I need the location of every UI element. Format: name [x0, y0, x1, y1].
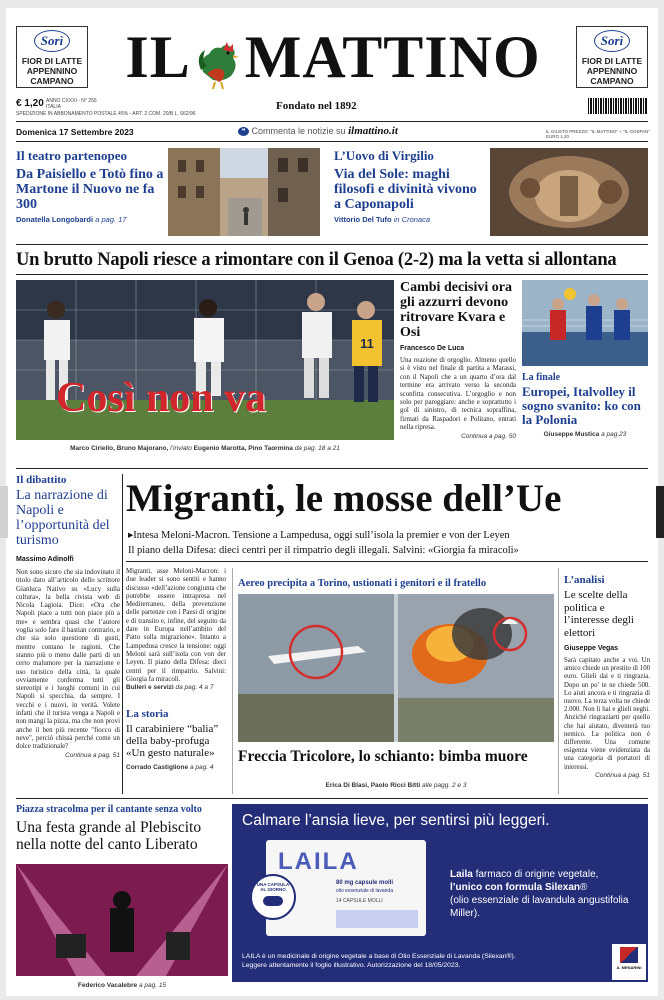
prev-page-arrow-icon[interactable] [0, 486, 8, 538]
crash-byline: Erica Di Blasi, Paolo Ricci Bitti alle pagg. 2 e 3 [325, 782, 467, 789]
price: € 1,20 [16, 98, 44, 109]
concert-byline: Federico Vacalebre a pag. 15 [77, 982, 167, 989]
newspaper-page [6, 8, 658, 996]
price-note: IL GIUSTO PREZZO: "IL MATTINO" + "IL GOSPAN" EURO 1,20 [546, 129, 651, 139]
postal-note: SPEDIZIONE IN ABBONAMENTO POSTALE 45% - ART. 2 COM. 20/B L. 662/96 [16, 111, 196, 117]
teaser-virgilio[interactable]: L’Uovo di Virgilio Via del Sole: maghi filosofi e divinità vivono a Caponapoli Vittorio Del Tufo in Cronaca [334, 148, 477, 224]
concert-teaser[interactable]: Piazza stracolma per il cantante senza volto Una festa grande al Plebiscito nella notte del canto Liberato [16, 804, 202, 853]
teaser-theatre[interactable]: Il teatro partenopeo Da Paisiello e Totò fino a Martone il Nuovo ne fa 300 Donatella Longobardi a pag. 17 [16, 148, 164, 224]
sori-logo: Sorì [34, 30, 70, 52]
crash-headline[interactable]: Freccia Tricolore, lo schianto: bimba muore [238, 748, 528, 765]
ad-headline: Calmare l’ansia lieve, per sentirsi più leggeri. [242, 812, 550, 829]
main-deck-1: ▸Intesa Meloni-Macron. Tensione a Lampedusa, oggi sull’isola la premier e von der Leyen [128, 530, 510, 541]
rooster-logo-icon [193, 36, 243, 90]
main-article-body[interactable]: Migranti, asse Meloni-Macron: i due leader si sono sentiti e hanno discusso «dell’azione congiunta che potrebbe essere intrapresa nel Mediterraneo, della prevenzione delle partenze con i Paesi di origine e di transito e, infine, del seguito da dare in Europa nell’ambito del Patto sulla migrazione». Intanto a Lampedusa cresce la tensione: oggi Meloni sarà sull’isola con von der Leyen. Il piano della Difesa: dieci centri per il rimpatrio. Salvini: Giorgia fa miracoli. Bulleri e servizi da pag. 4 a 7 [126, 568, 226, 692]
product-box: LAILA 80 mg capsule molli olio essenziale di lavanda 14 CAPSULE MOLLI [266, 840, 426, 936]
main-headline[interactable]: Migranti, le mosse dell’Ue [126, 477, 562, 520]
ad-copy: Laila farmaco di origine vegetale, l’unico con formula Silexan® (olio essenziale di lavandula angustifolia Miller). [450, 869, 629, 919]
site-link[interactable]: ilmattino.it [348, 125, 398, 137]
barcode [588, 98, 648, 114]
sport-banner-headline[interactable]: Un brutto Napoli riesce a rimontare con il Genoa (2-2) ma la vetta si allontana [16, 250, 617, 270]
founded: Fondato nel 1892 [276, 100, 357, 112]
crash-kicker: Aereo precipita a Torino, ustionati i genitori e il fratello [238, 578, 487, 589]
date: Domenica 17 Settembre 2023 [16, 127, 134, 137]
crash-photos [238, 594, 554, 742]
country: ITALIA [46, 104, 61, 110]
laila-ad[interactable] [232, 804, 648, 982]
ad-left[interactable]: Sorì FIOR DI LATTE APPENNINO CAMPANO [16, 26, 88, 88]
sori-logo: Sorì [594, 30, 630, 52]
ad-right[interactable]: Sorì FIOR DI LATTE APPENNINO CAMPANO [576, 26, 648, 88]
comment-icon: ❝ [238, 127, 249, 136]
sport-side-article[interactable]: Cambi decisivi ora gli azzurri devono ritrovare Kvara e Osi Francesco De Luca Una reazione di orgoglio. Almeno quello si è visto nel finale di partita a Marassi, con il Napoli che a un quarto d’ora dal termine era arrivato verso la seconda sconfitta consecutiva. L’orgoglio e non solo per pareggiare: anche e soprattutto i gol di sinistro, di tecnica sopraffina, firmati da Raspadori e Politano, entrati nella ripresa. Continua a pag. 50 [400, 280, 516, 440]
football-photo [16, 280, 394, 440]
masthead[interactable]: IL MATTINO [125, 24, 541, 90]
dibattito-article[interactable]: Il dibattito La narrazione di Napoli e l’opportunità del turismo Massimo Adinolfi Non sono sicuro che sia indovinato il titolo dato all’articolo dello scrittore Gianluca Nativo su «Lucy sulla cultura», la bella rivista web di Nicola Lagioia. Dice: «Ora che Napoli piace a tutti non piace più a me» e sembra quasi che l’autore voglia solo fare il bastian contrario, e che sia solo questione di gusti, mentre contano le ragioni. Che stanno più o meno dalle parti di un certo malumore per la narrazione e uso turistico della città, la quale ovviamente conferma tutti gli stereotipi e i luoghi comuni in cui Napoli si specchia, da sempre. I vecchi e i nuovi, in verità. Volete infatti che il turista venga a Napoli e non mangi la pizza, ma che non provi anche il ben più recente "fiocco di neve", perciò chissà perché come un dolce tradizionale? Continua a pag. 51 [16, 474, 120, 759]
jersey-number: 11 [360, 336, 374, 351]
storia-teaser[interactable]: La storia Il carabiniere “balia” della baby-profuga «Un gesto naturale» Corrado Castiglione a pag. 4 [126, 708, 219, 771]
photo-overlay-title: Così non va [56, 375, 267, 421]
sport-caption: Marco Ciriello, Bruno Majorano, l’inviato Eugenio Marotta, Pino Taormina da pag. 18 a 21 [70, 445, 340, 452]
menarini-logo: A. MENARINI [612, 944, 646, 980]
main-deck-2: Il piano della Difesa: dieci centri per il rimpatrio degli illegali. Salvini: «Giorgia fa miracoli» [128, 545, 519, 556]
theatre-photo [168, 148, 320, 236]
ad-disclaimer: LAILA è un medicinale di origine vegetale a base di Olio Essenziale di Lavanda (Silexan®). Leggere attentamente il foglio illustrativo. Autorizzazione del 18/05/2023. [242, 953, 516, 969]
volley-teaser[interactable]: La finale Europei, Italvolley il sogno svanito: ko con la Polonia Giuseppe Mustica a pag.23 [522, 372, 641, 438]
volley-photo [522, 280, 648, 366]
analisi-article[interactable]: L’analisi Le scelte della politica e l’interesse degli elettori Giuseppe Vegas Sarà capitato anche a voi. Un amico chiede un prestito di 100 euro. Glieli dai e ti ringrazia. Dopo un po’ te ne chiede 500. Lo aiuti ancora e ti ringrazia di nuovo. La terza volta ne chiede 2.000. Non li hai e glieli neghi. Anziché ringraziarti per quello che hai aiutato, diventerà tuo nemico. La politica non è differente. Una comune esigenza viene evidenziata da una categoria di portatori di interessi. Continua a pag. 51 [564, 574, 650, 779]
concert-photo [16, 864, 228, 976]
issue-number: ANNO CXXXI - N° 256 [46, 98, 97, 104]
capsule-badge: UNA CAPSULA AL GIORNO [250, 874, 296, 920]
comment-strip[interactable]: ❝ Commenta le notizie su ilmattino.it [238, 125, 398, 137]
next-page-arrow-icon[interactable] [656, 486, 664, 538]
caponapoli-photo [490, 148, 648, 236]
